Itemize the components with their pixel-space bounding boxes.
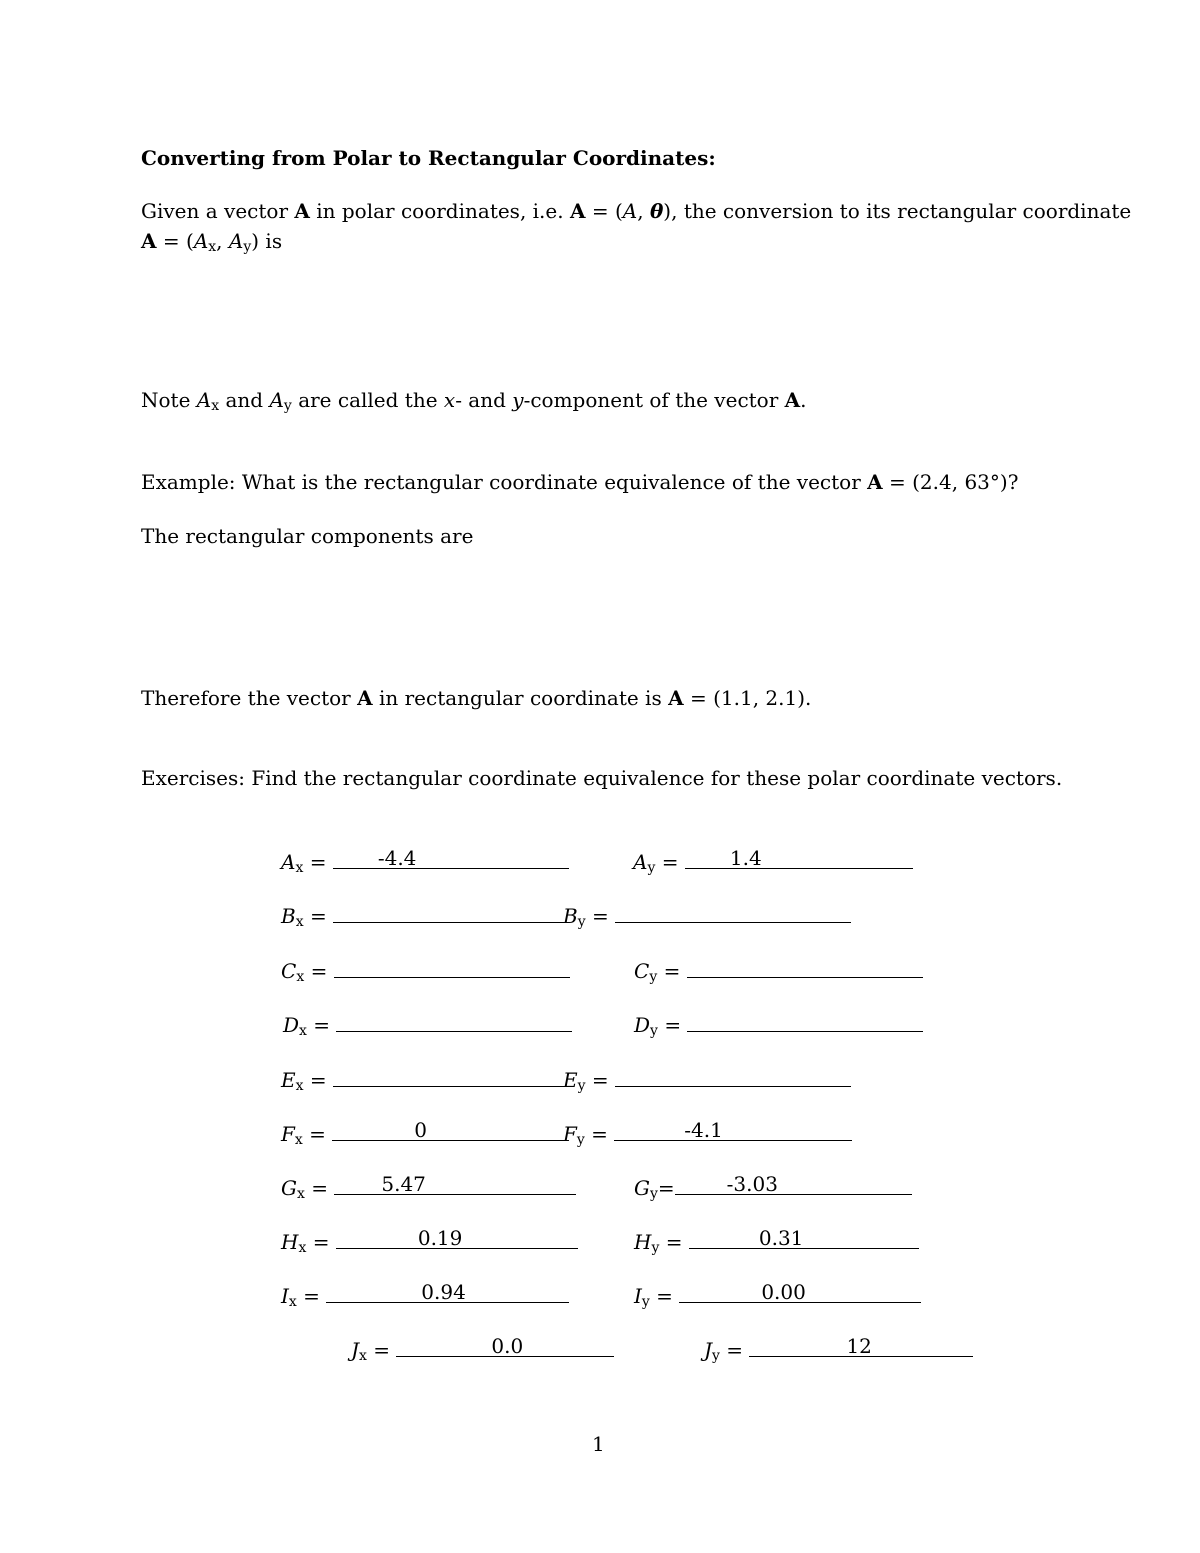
answer-blank[interactable] [334,957,570,978]
component-subscript: x [295,1078,304,1094]
equals: = [585,1068,616,1092]
answer-cy [634,957,923,989]
answer-blank[interactable] [685,848,913,869]
component-letter: E [563,1068,578,1092]
answer-value: 0.94 [421,1280,466,1304]
equals: = [655,850,685,874]
answer-blank[interactable] [615,1066,851,1087]
equals: = [584,1122,615,1146]
equals: = [657,1176,675,1200]
component-subscript: y [649,969,658,985]
ay-letter: A [269,388,284,412]
answer-blank[interactable] [687,957,923,978]
answer-value: 0.31 [758,1226,804,1250]
component-letter: I [281,1284,289,1308]
answer-blank[interactable] [687,1011,923,1032]
therefore-text: in rectangular coordinate is [372,686,669,710]
vector-a: A [357,686,373,710]
period: . [800,388,807,412]
note-text: Note [141,388,197,412]
vector-a: A [668,686,684,710]
component-subscript: x [288,1294,297,1310]
equals: = [304,959,334,983]
component-subscript: x [295,914,304,930]
x-subscript: x [211,398,220,414]
component-letter: A [281,850,296,874]
component-subscript: x [359,1348,367,1364]
equals: = [585,904,616,928]
component-letter: G [634,1176,650,1200]
answer-dy [634,1011,923,1043]
intro-text: ), the conversion to its rectangular coordinate [663,199,1132,223]
theta-symbol: θ [649,199,664,223]
answer-blank[interactable] [749,1336,973,1357]
answer-blank[interactable] [675,1174,912,1195]
component-letter: J [351,1338,360,1362]
equals: = ( [156,229,194,253]
answer-bx [281,902,569,934]
answer-blank[interactable] [615,902,851,923]
answer-value: -4.4 [377,846,417,870]
answer-iy [634,1282,921,1314]
intro-line-2 [141,229,282,259]
answer-gy [634,1174,912,1206]
component-subscript: x [294,1132,303,1148]
answer-value: 0.0 [491,1334,524,1358]
y-component: y [512,388,524,412]
intro-text: ) is [251,229,283,253]
exercises-line: Exercises: Find the rectangular coordinate equivalence for these polar coordinate vectors. [141,766,1063,790]
note-text: and [219,388,270,412]
equals: = [296,1284,327,1308]
intro-line-1 [141,199,1131,223]
component-subscript: y [647,860,656,876]
component-subscript: y [641,1294,650,1310]
answer-blank[interactable] [333,902,569,923]
answer-blank[interactable] [336,1228,578,1249]
note-text: - and [455,388,513,412]
answer-value: 5.47 [381,1172,426,1196]
component-letter: G [281,1176,297,1200]
answer-blank[interactable] [614,1120,852,1141]
answer-blank[interactable] [326,1282,569,1303]
equals: = [303,904,334,928]
component-letter: E [281,1068,296,1092]
answer-dx [283,1011,572,1043]
component-subscript: x [299,1023,307,1039]
equals: = [657,959,687,983]
component-letter: F [563,1122,577,1146]
equals: = [657,1013,688,1037]
answer-cx [281,957,570,989]
answer-ax [281,848,569,880]
answer-value: -4.1 [684,1118,723,1142]
page-number: 1 [592,1432,605,1456]
equals: = [304,1176,335,1200]
answer-value: 0.19 [417,1226,463,1250]
component-letter: F [281,1122,295,1146]
answer-fy [563,1120,852,1152]
answer-blank[interactable] [689,1228,919,1249]
vector-a: A [141,229,157,253]
equals: = [366,1338,397,1362]
component-letter: H [281,1230,299,1254]
component-subscript: y [712,1348,720,1364]
answer-by [563,902,851,934]
component-letter: B [563,904,578,928]
equals: = [306,1230,336,1254]
magnitude: A [622,199,638,223]
comma: , [637,199,650,223]
example-text: Example: What is the rectangular coordinate equivalence of the vector [141,470,868,494]
y-subscript: y [283,398,292,414]
answer-ix [281,1282,569,1314]
component-letter: J [704,1338,713,1362]
answer-gx [281,1174,576,1206]
component-letter: I [634,1284,642,1308]
component-subscript: x [298,1240,307,1256]
component-letter: H [634,1230,652,1254]
answer-blank[interactable] [333,1066,569,1087]
answer-ay [633,848,913,880]
component-letter: D [634,1013,651,1037]
equals: = ( [585,199,623,223]
example-line [141,470,1018,494]
vector-a: A [784,388,801,412]
equals: = [302,1122,333,1146]
vector-a: A [867,470,883,494]
answer-blank[interactable] [332,1120,568,1141]
answer-value: 1.4 [729,846,762,870]
ax-letter: A [193,229,209,253]
component-subscript: x [296,969,305,985]
answer-blank[interactable] [334,1174,576,1195]
component-subscript: y [577,914,586,930]
intro-text: in polar coordinates, i.e. [309,199,570,223]
x-component: x [443,388,456,412]
component-letter: A [633,850,648,874]
vector-a: A [294,199,310,223]
component-subscript: x [295,860,304,876]
answer-fx [281,1120,568,1152]
equals: = [303,850,333,874]
answer-hy [634,1228,919,1260]
therefore-text: = (1.1, 2.1). [683,686,812,710]
note-text: are called the [291,388,444,412]
y-subscript: y [243,239,252,255]
equals: = [649,1284,680,1308]
equals: = [719,1338,750,1362]
note-text: -component of the vector [523,388,785,412]
component-subscript: y [650,1023,658,1039]
answer-blank[interactable] [336,1011,572,1032]
answer-ex [281,1066,569,1098]
component-subscript: y [576,1132,585,1148]
page-title: Converting from Polar to Rectangular Coordinates: [141,146,716,170]
answer-jx [351,1336,614,1368]
component-letter: D [283,1013,300,1037]
component-letter: C [281,959,297,983]
component-subscript: y [651,1240,660,1256]
component-letter: B [281,904,296,928]
example-text: = (2.4, 63°)? [882,470,1019,494]
component-letter: C [634,959,650,983]
therefore-line [141,686,811,710]
equals: = [659,1230,689,1254]
answer-hx [281,1228,578,1260]
ax-letter: A [196,388,212,412]
component-subscript: y [577,1078,586,1094]
equals: = [306,1013,337,1037]
answer-value: -3.03 [726,1172,778,1196]
answer-blank[interactable] [396,1336,614,1357]
answer-blank[interactable] [333,848,569,869]
ay-letter: A [228,229,244,253]
vector-a: A [569,199,586,223]
answer-value: 0.00 [761,1280,806,1304]
comma: , [216,229,229,253]
therefore-text: Therefore the vector [141,686,358,710]
x-subscript: x [208,239,217,255]
components-line: The rectangular components are [141,524,474,548]
component-subscript: x [296,1186,305,1202]
answer-jy [704,1336,973,1368]
equals: = [303,1068,333,1092]
answer-ey [563,1066,851,1098]
answer-value: 12 [846,1334,872,1358]
answer-value: 0 [414,1118,428,1142]
answer-blank[interactable] [679,1282,921,1303]
note-line [141,388,807,418]
component-subscript: y [649,1186,658,1202]
intro-text: Given a vector [141,199,295,223]
